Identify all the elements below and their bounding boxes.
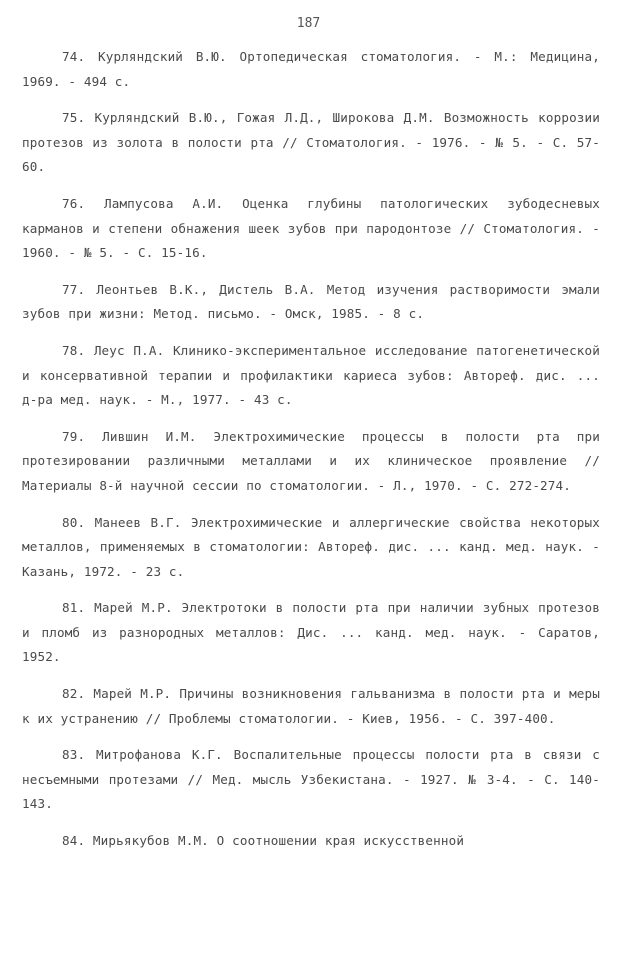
reference-item: 81. Марей М.Р. Электротоки в полости рта при наличии зубных протезов и пломб из разнородных металлов: Дис. ... канд. мед. наук. - Саратов, 1952.	[22, 600, 600, 665]
reference-item: 74. Курляндский В.Ю. Ортопедическая стоматология. - М.: Медицина, 1969. - 494 с.	[22, 49, 600, 89]
reference-item: 84. Мирьякубов М.М. О соотношении края искусственной	[62, 833, 465, 849]
page-number: 187	[296, 16, 321, 31]
reference-item: 79. Лившин И.М. Электрохимические процессы в полости рта при протезировании различными металлами и их клиническое проявление // Материалы 8-й научной сессии по стоматологии. - Л., 1970. - С. 272-274.	[22, 428, 600, 493]
reference-list	[22, 45, 600, 866]
reference-item: 75. Курляндский В.Ю., Гожая Л.Д., Широкова Д.М. Возможность коррозии протезов из золота в полости рта // Стоматология. - 1976. - № 5. - С. 57-60.	[22, 110, 600, 175]
reference-item: 78. Леус П.А. Клинико-экспериментальное исследование патогенетической и консервативной терапии и профилактики кариеса зубов: Автореф. дис. ... д-ра мед. наук. - М., 1977. - 43 с.	[22, 342, 600, 408]
reference-item: 76. Лампусова А.И. Оценка глубины патологических зубодесневых карманов и степени обнажения шеек зубов при пародонтозе // Стоматология. - 1960. - № 5. - С. 15-16.	[22, 195, 600, 261]
reference-item: 83. Митрофанова К.Г. Воспалительные процессы полости рта в связи с несъемными протезами // Мед. мысль Узбекистана. - 1927. № 3-4. - С. 140-143.	[22, 747, 600, 812]
reference-item: 77. Леонтьев В.К., Дистель В.А. Метод изучения растворимости эмали зубов при жизни: Метод. письмо. - Омск, 1985. - 8 с.	[22, 281, 600, 322]
reference-item: 80. Манеев В.Г. Электрохимические и аллергические свойства некоторых металлов, применяемых в стоматологии: Автореф. дис. ... канд. мед. наук. - Казань, 1972. - 23 с.	[22, 514, 600, 579]
reference-item: 82. Марей М.Р. Причины возникновения гальванизма в полости рта и меры к их устранению // Проблемы стоматологии. - Киев, 1956. - С. 397-400.	[22, 686, 600, 726]
